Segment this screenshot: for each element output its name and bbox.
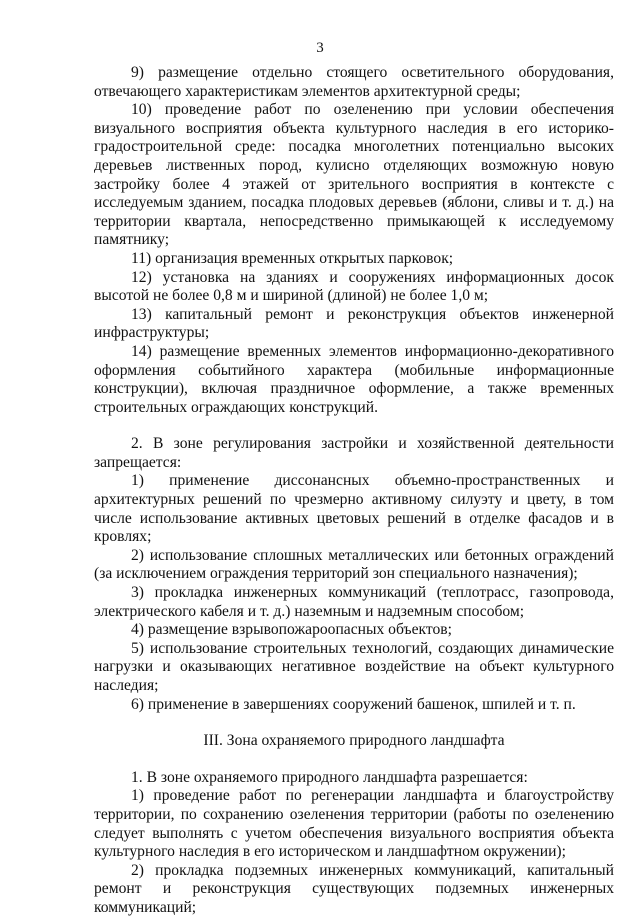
list-item: 11) организация временных открытых парковок; [131,249,454,267]
page-number: 3 [316,40,324,56]
section-3-intro: 1. В зоне охраняемого природного ландшафта разрешается: [131,768,528,786]
list-item: 2) использование сплошных металлических или бетонных ограждений (за исключением ограждения территорий зон специального назначения); [94,546,614,583]
document-body [94,64,614,918]
list-item: 4) размещение взрывопожароопасных объектов; [131,621,452,639]
list-item: 1) применение диссонансных объемно-пространственных и архитектурных решений по чрезмерно активному силуэту и цвету, в том числе использование активных цветовых решений в отделке фасадов и в кровлях; [94,472,614,546]
section-2-intro: 2. В зоне регулирования застройки и хозяйственной деятельности запрещается: [94,435,614,471]
list-item: 9) размещение отдельно стоящего осветительного оборудования, отвечающего характеристикам элементов архитектурной среды; [94,64,614,100]
list-item: 12) установка на зданиях и сооружениях информационных досок высотой не более 0,8 м и шириной (длиной) не более 1,0 м; [94,268,614,305]
list-item: 13) капитальный ремонт и реконструкция объектов инженерной инфраструктуры; [94,305,614,342]
paragraph-spacer [94,417,614,435]
section-3-heading: III. Зона охраняемого природного ландшафта [203,732,505,750]
list-item: 14) размещение временных элементов информационно-декоративного оформления событийного характера (мобильные информационные конструкции), включая праздничное оформление, а также временных строительных ограждающих конструкций. [94,342,614,416]
list-item: 3) прокладка инженерных коммуникаций (теплотрасс, газопровода, электрического кабеля и т. д.) наземным и надземным способом; [94,584,614,620]
list-item: 6) применение в завершениях сооружений башенок, шпилей и т. п. [131,695,576,713]
list-item: 5) использование строительных технологий, создающих динамические нагрузки и оказывающих негативное воздействие на объект культурного наследия; [94,639,614,694]
list-item: 1) проведение работ по регенерации ландшафта и благоустройству территории, по сохранению озеленения территории (работы по озеленению следует выполнять с учетом обеспечения визуального восприятия объекта культурного наследия в его историческом и ландшафтном окружении); [94,787,614,861]
list-item: 10) проведение работ по озеленению при условии обеспечения визуального восприятия объекта культурного наследия в его историко-градостроительной среде: посадка многолетних потенциально высоких деревьев лиственных пород, кулисно отделяющих возможную новую застройку более 4 этажей от зрительного восприятия в контексте с исследуемым зданием, посадка плодовых деревьев (яблони, сливы и т. д.) на территории квартала, непосредственно примыкающей к исследуемому памятнику; [94,101,614,249]
list-item: 2) прокладка подземных инженерных коммуникаций, капитальный ремонт и реконструкция существующих подземных инженерных коммуникаций; [94,861,614,916]
